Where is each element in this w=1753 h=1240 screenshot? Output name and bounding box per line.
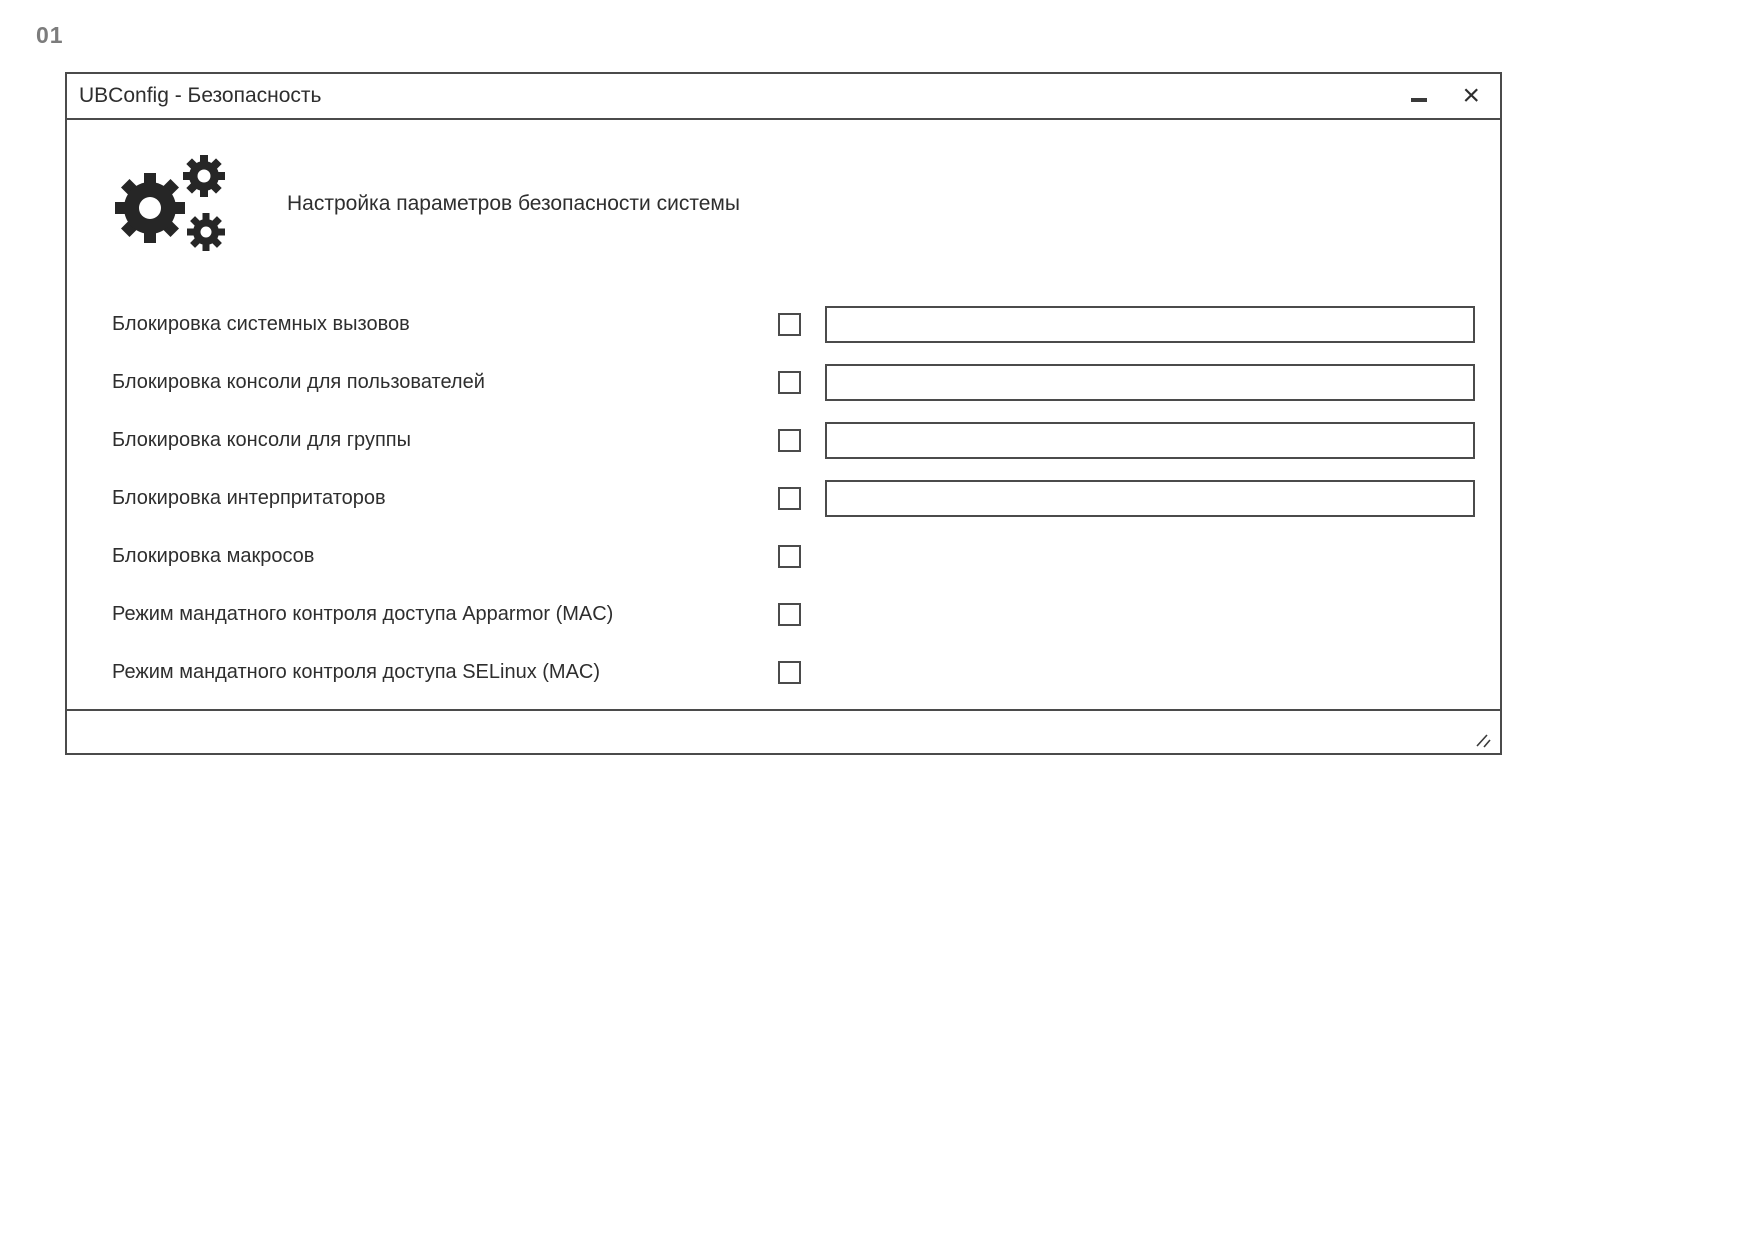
window-statusbar [67, 709, 1500, 753]
row-label: Блокировка интерпритаторов [112, 487, 386, 509]
ubconfig-security-window [65, 72, 1502, 755]
row-checkbox[interactable] [778, 487, 801, 510]
window-content [67, 120, 1500, 691]
row-input[interactable] [825, 480, 1475, 517]
row-input[interactable] [825, 306, 1475, 343]
minimize-button[interactable] [1410, 86, 1428, 106]
row-checkbox[interactable] [778, 661, 801, 684]
close-button[interactable]: × [1462, 79, 1480, 112]
row-label: Блокировка системных вызовов [112, 313, 410, 335]
form-row-selinux-mac [112, 654, 1475, 691]
window-title: UBConfig - Безопасность [79, 84, 322, 107]
row-label: Блокировка консоли для группы [112, 429, 411, 451]
form-row-block-console-users [112, 364, 1475, 401]
window-controls [1410, 79, 1486, 112]
row-input[interactable] [825, 422, 1475, 459]
window-titlebar [67, 74, 1500, 120]
row-checkbox[interactable] [778, 603, 801, 626]
row-checkbox[interactable] [778, 371, 801, 394]
row-label: Режим мандатного контроля доступа Apparmor (MAC) [112, 603, 614, 625]
minimize-icon [1411, 98, 1427, 102]
row-label: Блокировка макросов [112, 545, 315, 567]
row-checkbox[interactable] [778, 313, 801, 336]
form-row-block-interpreters [112, 480, 1475, 517]
form-row-block-macros [112, 538, 1475, 575]
header-row [112, 150, 1475, 258]
form-row-block-console-group [112, 422, 1475, 459]
slide-number: 01 [36, 22, 64, 48]
row-checkbox[interactable] [778, 429, 801, 452]
gears-icon [112, 150, 234, 258]
row-checkbox[interactable] [778, 545, 801, 568]
settings-form [112, 306, 1475, 691]
form-row-apparmor-mac [112, 596, 1475, 633]
form-row-block-syscalls [112, 306, 1475, 343]
row-input[interactable] [825, 364, 1475, 401]
row-label: Режим мандатного контроля доступа SELinux (MAC) [112, 661, 601, 683]
resize-grip-icon[interactable] [1474, 732, 1492, 748]
row-label: Блокировка консоли для пользователей [112, 371, 485, 393]
page-title: Настройка параметров безопасности системы [287, 192, 740, 215]
